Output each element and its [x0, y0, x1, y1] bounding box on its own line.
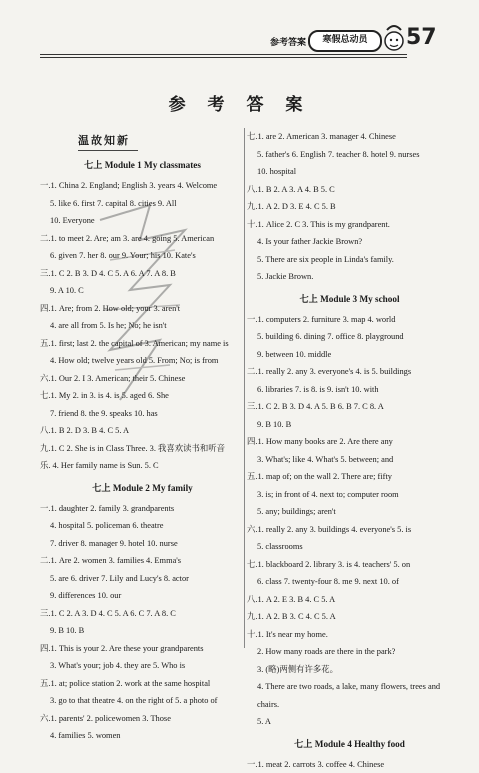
answer-line: 六.1. Our 2. I 3. American; their 5. Chinese: [40, 370, 245, 388]
answer-line: 5. A: [247, 713, 452, 731]
answer-line: 五.1. first; last 2. the capital of 3. American; my name is: [40, 335, 245, 353]
answer-line: 5. building 6. dining 7. office 8. playground: [247, 328, 452, 346]
answer-line: 7. friend 8. the 9. speaks 10. has: [40, 405, 245, 423]
module-heading: 七上 Module 2 My family: [40, 480, 245, 494]
module-heading: 七上 Module 4 Healthy food: [247, 736, 452, 750]
answer-line: 9. differences 10. our: [40, 587, 245, 605]
answer-line: 3. (略)两侧有许多花。: [247, 661, 452, 679]
answer-line: 一.1. daughter 2. family 3. grandparents: [40, 500, 245, 518]
answer-line: 二.1. to meet 2. Are; am 3. are 4. going 5. American: [40, 230, 245, 248]
answer-line: 5. any; buildings; aren't: [247, 503, 452, 521]
answer-line: 一.1. China 2. England; English 3. years 4. Welcome: [40, 177, 245, 195]
answer-line: 6. libraries 7. is 8. is 9. isn't 10. with: [247, 381, 452, 399]
section-title: 温故知新: [78, 132, 138, 151]
answer-line: 八.1. B 2. A 3. A 4. B 5. C: [247, 181, 452, 199]
answer-line: chairs.: [247, 696, 452, 714]
answer-line: 9. B 10. B: [247, 416, 452, 434]
answer-line: 3. go to that theatre 4. on the right of 5. a photo of: [40, 692, 245, 710]
answer-line: 三.1. C 2. A 3. D 4. C 5. A 6. C 7. A 8. C: [40, 605, 245, 623]
answer-line: 三.1. C 2. B 3. D 4. C 5. A 6. A 7. A 8. B: [40, 265, 245, 283]
answer-line: 四.1. This is your 2. Are these your grandparents: [40, 640, 245, 658]
module-heading: 七上 Module 1 My classmates: [40, 157, 245, 171]
answer-line: 9. A 10. C: [40, 282, 245, 300]
left-column: [40, 128, 245, 745]
answer-line: 4. Is your father Jackie Brown?: [247, 233, 452, 251]
answer-line: 6. class 7. twenty-four 8. me 9. next 10. of: [247, 573, 452, 591]
right-column: [247, 128, 452, 773]
answer-line: 5. like 6. first 7. capital 8. cities 9. All: [40, 195, 245, 213]
answer-line: 2. How many roads are there in the park?: [247, 643, 452, 661]
page-title: 参 考 答 案: [0, 90, 479, 115]
module-heading: 七上 Module 3 My school: [247, 291, 452, 305]
answer-line: 六.1. parents' 2. policewomen 3. Those: [40, 710, 245, 728]
answer-line: 3. is; in front of 4. next to; computer room: [247, 486, 452, 504]
header-rule-secondary: [40, 57, 407, 58]
header-rule: [40, 54, 407, 55]
answer-line: 7. driver 8. manager 9. hotel 10. nurse: [40, 535, 245, 553]
answer-line: 八.1. A 2. E 3. B 4. C 5. A: [247, 591, 452, 609]
answer-line: 4. families 5. women: [40, 727, 245, 745]
answer-line: 5. are 6. driver 7. Lily and Lucy's 8. actor: [40, 570, 245, 588]
answer-line: 十.1. It's near my home.: [247, 626, 452, 644]
answer-line: 三.1. C 2. B 3. D 4. A 5. B 6. B 7. C 8. A: [247, 398, 452, 416]
right-answer-list: [247, 128, 452, 773]
answer-line: 七.1. are 2. American 3. manager 4. Chinese: [247, 128, 452, 146]
answer-line: 五.1. at; police station 2. work at the same hospital: [40, 675, 245, 693]
answer-line: 10. Everyone: [40, 212, 245, 230]
answer-line: 十.1. Alice 2. C 3. This is my grandparent.: [247, 216, 452, 234]
answer-line: 九.1. A 2. D 3. E 4. C 5. B: [247, 198, 452, 216]
answer-line: 3. What's your; job 4. they are 5. Who is: [40, 657, 245, 675]
cartoon-mascot-icon: [382, 22, 406, 52]
answer-line: 5. father's 6. English 7. teacher 8. hotel 9. nurses: [247, 146, 452, 164]
page-number: 57: [406, 25, 437, 50]
answer-line: 九.1. C 2. She is in Class Three. 3. 我喜欢读书和听音: [40, 440, 245, 458]
answer-line: 4. There are two roads, a lake, many flowers, trees and: [247, 678, 452, 696]
answer-line: 九.1. A 2. B 3. C 4. C 5. A: [247, 608, 452, 626]
answer-line: 10. hospital: [247, 163, 452, 181]
answer-line: 9. B 10. B: [40, 622, 245, 640]
answer-line: 乐. 4. Her family name is Sun. 5. C: [40, 457, 245, 475]
answer-line: 四.1. Are; from 2. How old; your 3. aren't: [40, 300, 245, 318]
answer-line: 二.1. Are 2. women 3. families 4. Emma's: [40, 552, 245, 570]
answer-line: 五.1. map of; on the wall 2. There are; fifty: [247, 468, 452, 486]
header-ref-label: 参考答案: [270, 35, 306, 48]
answer-line: 3. What's; like 4. What's 5. between; and: [247, 451, 452, 469]
answer-line: 六.1. really 2. any 3. buildings 4. everyone's 5. is: [247, 521, 452, 539]
answer-line: 四.1. How many books are 2. Are there any: [247, 433, 452, 451]
answer-line: 5. classrooms: [247, 538, 452, 556]
answer-line: 5. There are six people in Linda's family.: [247, 251, 452, 269]
answer-line: 七.1. blackboard 2. library 3. is 4. teachers' 5. on: [247, 556, 452, 574]
answer-line: 4. are all from 5. Is he; No; he isn't: [40, 317, 245, 335]
header-brand-badge: 寒假总动员: [308, 30, 382, 52]
left-answer-list: [40, 157, 245, 745]
answer-line: 七.1. My 2. in 3. is 4. is 5. aged 6. She: [40, 387, 245, 405]
answer-line: 5. Jackie Brown.: [247, 268, 452, 286]
answer-line: 4. hospital 5. policeman 6. theatre: [40, 517, 245, 535]
answer-line: 二.1. really 2. any 3. everyone's 4. is 5. buildings: [247, 363, 452, 381]
answer-line: 9. between 10. middle: [247, 346, 452, 364]
answer-line: 一.1. meat 2. carrots 3. coffee 4. Chinese: [247, 756, 452, 773]
answer-line: 4. How old; twelve years old 5. From; No; is from: [40, 352, 245, 370]
answer-line: 6. given 7. her 8. our 9. Your; his 10. Kate's: [40, 247, 245, 265]
answer-line: 一.1. computers 2. furniture 3. map 4. world: [247, 311, 452, 329]
answer-line: 八.1. B 2. D 3. B 4. C 5. A: [40, 422, 245, 440]
